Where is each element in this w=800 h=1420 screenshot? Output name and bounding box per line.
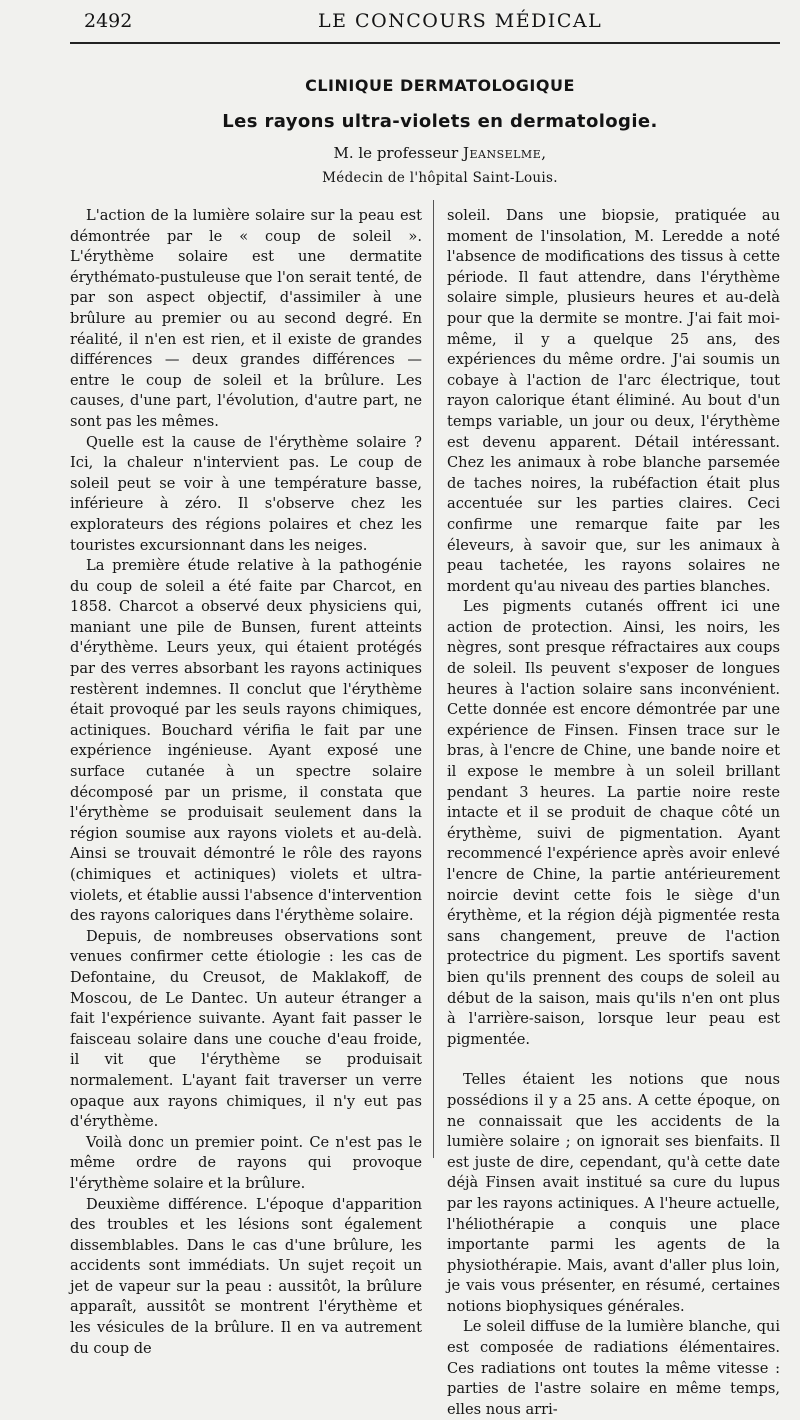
paragraph: Voilà donc un premier point. Ce n'est pas le même ordre de rayons qui provoque l'érythème solaire et la brûlure. bbox=[70, 1133, 422, 1192]
header-rule bbox=[70, 42, 780, 44]
column-divider bbox=[433, 200, 434, 1158]
paragraph: L'action de la lumière solaire sur la peau est démontrée par le « coup de soleil ». L'érythème solaire est une dermatite érythémato-pustuleuse que l'on serait tenté, de par son aspect objectif, d'assimiler à une brûlure au premier ou au second degré. En réalité, il n'en est rien, et il existe de grandes différences — deux grandes différences — entre le coup de soleil et la brûlure. Les causes, d'une part, l'évolution, d'autre part, ne sont pas les mêmes. bbox=[70, 207, 422, 430]
paragraph: Quelle est la cause de l'érythème solaire ? Ici, la chaleur n'intervient pas. Le coup de soleil peut se voir à une température basse, inférieure à zéro. Il s'observe chez les explorateurs des régions polaires et chez les touristes excursionnant dans les neiges. bbox=[70, 433, 422, 554]
paragraph: Depuis, de nombreuses observations sont venues confirmer cette étiologie : les cas de Defontaine, du Creusot, de Maklakoff, de Moscou, de Le Dantec. Un auteur étranger a fait l'expérience suivante. Ayant fait passer le faisceau solaire dans une couche d'eau froide, il vit que l'érythème se produisait normalement. L'ayant fait traverser un verre opaque aux rayons chimiques, il n'y eut pas d'érythème. bbox=[70, 927, 422, 1131]
author-name: Jeanselme, bbox=[462, 144, 547, 162]
author-line bbox=[0, 144, 800, 162]
journal-title: LE CONCOURS MÉDICAL bbox=[318, 10, 603, 32]
author-prefix: M. le professeur bbox=[333, 144, 459, 162]
paragraph: soleil. Dans une biopsie, pratiquée au moment de l'insolation, M. Leredde a noté l'absence de modifications des tissus à cette période. Il faut attendre, dans l'érythème solaire simple, plusieurs heures et au-delà pour que la dermite se montre. J'ai fait moi-même, il y a quelque 25 ans, des expériences du même ordre. J'ai soumis un cobaye à l'action de l'arc électrique, tout rayon calorique étant éliminé. Au bout d'un temps variable, un jour ou deux, l'érythème est devenu apparent. Détail intéressant. Chez les animaux à robe blanche parsemée de taches noires, la rubéfaction était plus accentuée sur les parties claires. Ceci confirme une remarque faite par les éleveurs, à savoir que, sur les animaux à peau tachetée, les rayons solaires ne mordent qu'au niveau des parties blanches. bbox=[447, 207, 780, 595]
right-column bbox=[447, 206, 780, 1420]
paragraph: Deuxième différence. L'époque d'apparition des troubles et les lésions sont également dissemblables. Dans le cas d'une brûlure, les accidents sont immédiats. Un sujet reçoit un jet de vapeur sur la peau : aussitôt, la brûlure apparaît, aussitôt se montrent l'érythème et les vésicules de la brûlure. Il en va autrement du coup de bbox=[70, 1195, 422, 1357]
section-title: CLINIQUE DERMATOLOGIQUE bbox=[305, 76, 575, 95]
page-number: 2492 bbox=[84, 10, 133, 32]
paragraph: Les pigments cutanés offrent ici une action de protection. Ainsi, les noirs, les nègres, sont presque réfractaires aux coups de soleil. Ils peuvent s'exposer de longues heures à l'action solaire sans inconvénient. Cette donnée est encore démontrée par une expérience de Finsen. Finsen trace sur le bras, à l'encre de Chine, une bande noire et il expose le membre à un soleil brillant pendant 3 heures. La partie noire reste intacte et il se produit de chaque côté un érythème, suivi de pigmentation. Ayant recommencé l'expérience après avoir enlevé l'encre de Chine, la partie antérieurement noircie devint cette fois le siège d'un érythème, et la région déjà pigmentée resta sans changement, preuve de l'action protectrice du pigment. Les sportifs savent bien qu'ils prennent des coups de soleil au début de la saison, mais qu'ils n'en ont plus à l'arrière-saison, lorsque leur peau est pigmentée. bbox=[447, 598, 780, 1048]
paragraph: Telles étaient les notions que nous possédions il y a 25 ans. A cette époque, on ne connaissait que les accidents de la lumière solaire ; on ignorait ses bienfaits. Il est juste de dire, cependant, qu'à cette date déjà Finsen avait institué sa cure du lupus par les rayons actiniques. A l'heure actuelle, l'héliothérapie a conquis une place importante parmi les agents de la physiothérapie. Mais, avant d'aller plus loin, je vais vous présenter, en résumé, certaines notions biophysiques générales. bbox=[447, 1071, 780, 1315]
paragraph: La première étude relative à la pathogénie du coup de soleil a été faite par Charcot, en 1858. Charcot a observé deux physiciens qui, maniant une pile de Bunsen, furent atteints d'érythème. Leurs yeux, qui étaient protégés par des verres absorbant les rayons actiniques restèrent indemnes. Il conclut que l'érythème était provoqué par les seuls rayons chimiques, actiniques. Bouchard vérifia le fait par une expérience ingénieuse. Ayant exposé une surface cutanée à un spectre solaire décomposé par un prisme, il constata que l'érythème se produisait seulement dans la région soumise aux rayons violets et au-delà. Ainsi se trouvait démontré le rôle des rayons (chimiques et actiniques) violets et ultra-violets, et établie aussi l'absence d'intervention des rayons caloriques dans l'érythème solaire. bbox=[70, 557, 422, 925]
paragraph: Le soleil diffuse de la lumière blanche, qui est composée de radiations élémentaires. Ces radiations ont toutes la même vitesse : parties de l'astre solaire en même temps, elles nous arri- bbox=[447, 1318, 780, 1418]
article-title: Les rayons ultra-violets en dermatologie. bbox=[222, 111, 658, 132]
author-affiliation: Médecin de l'hôpital Saint-Louis. bbox=[322, 170, 558, 186]
left-column bbox=[70, 206, 422, 1359]
